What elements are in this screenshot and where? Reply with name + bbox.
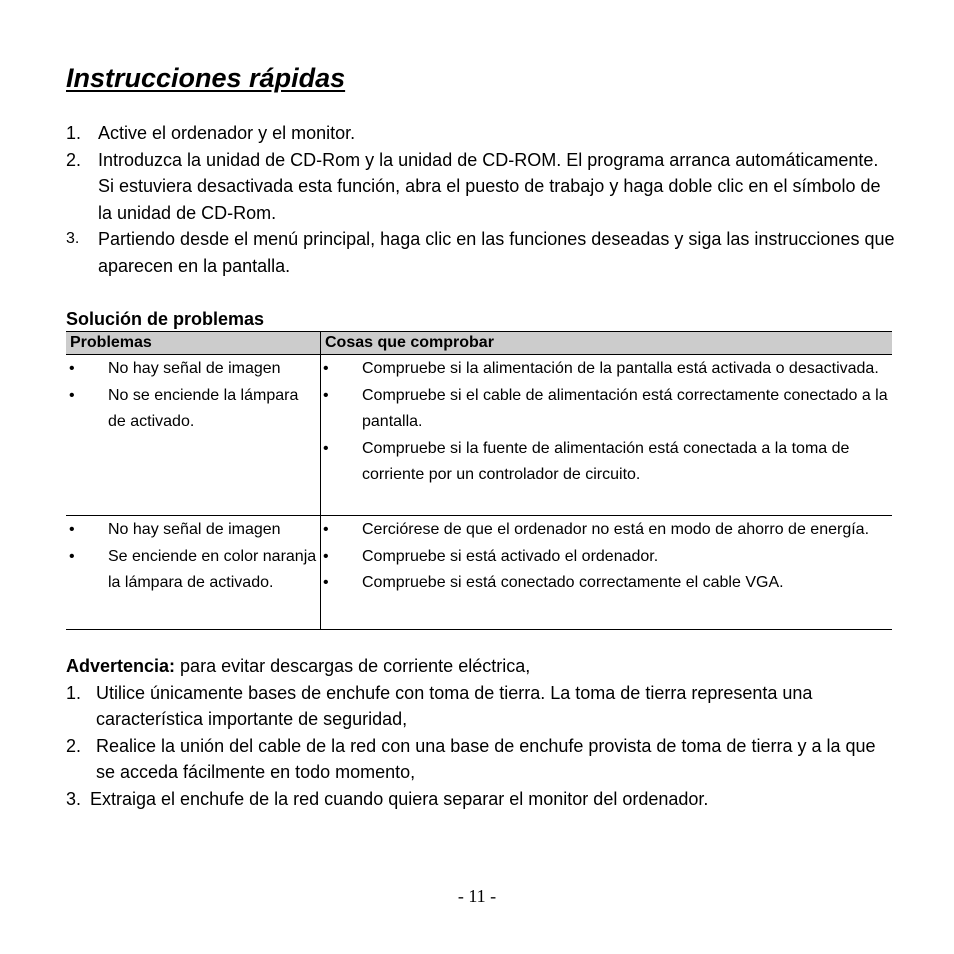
bullet-icon: • [69,547,75,565]
check-text: Cerciórese de que el ordenador no está en modo de ahorro de energía. [362,521,870,538]
bullet-icon: • [323,439,329,457]
warning-item [66,680,896,733]
warning-text: Realice la unión del cable de la red con una base de enchufe provista de toma de tierra y a la que se acceda fácilmente en todo momento, [96,735,876,782]
list-item [66,383,320,436]
step-item [66,226,896,279]
list-item [66,517,320,544]
warning-intro: para evitar descargas de corriente eléctrica, [175,656,531,676]
bullet-icon: • [323,574,329,591]
problem-text: No se enciende la lámpara de activado. [108,386,299,430]
warning-label: Advertencia: [66,656,176,676]
list-item [321,517,892,544]
problems-cell [66,355,321,516]
check-text: Compruebe si está conectado correctamente el cable VGA. [362,574,784,591]
check-text: Compruebe si la alimentación de la pantalla está activada o desactivada. [362,360,879,377]
list-item [321,356,892,383]
bullet-icon: • [69,386,75,404]
step-text: Active el ordenador y el monitor. [98,123,356,143]
list-item [321,544,892,571]
check-text: Compruebe si el cable de alimentación está correctamente conectado a la pantalla. [362,386,888,430]
warning-item [66,733,896,786]
warning-section [66,653,896,812]
step-number: 1. [66,123,82,143]
problems-cell [66,516,321,630]
problem-text: No hay señal de imagen [108,360,281,377]
list-item [66,356,320,383]
checks-cell [321,355,893,516]
step-item [66,147,896,227]
bullet-icon: • [323,521,329,538]
bullet-icon: • [323,360,329,377]
problem-text: Se enciende en color naranja la lámpara de activado. [108,547,317,591]
warning-text: Utilice únicamente bases de enchufe con toma de tierra. La toma de tierra representa una característica importante de seguridad, [96,682,813,729]
table-row [66,355,892,516]
quick-steps-list [66,120,896,279]
check-text: Compruebe si está activado el ordenador. [362,547,659,565]
problem-text: No hay señal de imagen [108,521,281,538]
page-number: - 11 - [457,886,497,906]
step-item [66,120,896,147]
warning-text: Extraiga el enchufe de la red cuando quiera separar el monitor del ordenador. [90,788,709,809]
step-text: Introduzca la unidad de CD-Rom y la unidad de CD-ROM. El programa arranca automáticamente. Si estuviera desactivada esta función, abra el puesto de trabajo y haga doble clic en el símbolo de la unidad de CD-Rom. [98,149,881,223]
warning-lead [66,653,896,680]
list-item [321,570,892,597]
list-item [321,383,892,436]
step-text: Partiendo desde el menú principal, haga clic en las funciones deseadas y siga las instrucciones que aparecen en la pantalla. [98,229,895,276]
header-checks: Cosas que comprobar [321,332,893,355]
warning-number: 1. [66,682,82,703]
troubleshooting-title: Solución de problemas [66,309,265,329]
warning-item [66,786,896,813]
bullet-icon: • [69,360,75,377]
check-text: Compruebe si la fuente de alimentación está conectada a la toma de corriente por un controlador de circuito. [362,439,850,483]
page-title: Instrucciones rápidas [66,63,346,93]
checks-cell [321,516,893,630]
table-row [66,516,892,630]
list-item [66,544,320,597]
list-item [321,436,892,489]
troubleshooting-table [66,331,892,630]
header-problems: Problemas [66,332,321,355]
bullet-icon: • [323,386,329,404]
step-number: 2. [66,149,82,170]
bullet-icon: • [323,547,329,565]
warning-number: 3. [66,788,82,809]
warning-number: 2. [66,735,82,756]
step-number: 3. [66,230,80,247]
table-header-row [66,332,892,355]
bullet-icon: • [69,521,75,538]
